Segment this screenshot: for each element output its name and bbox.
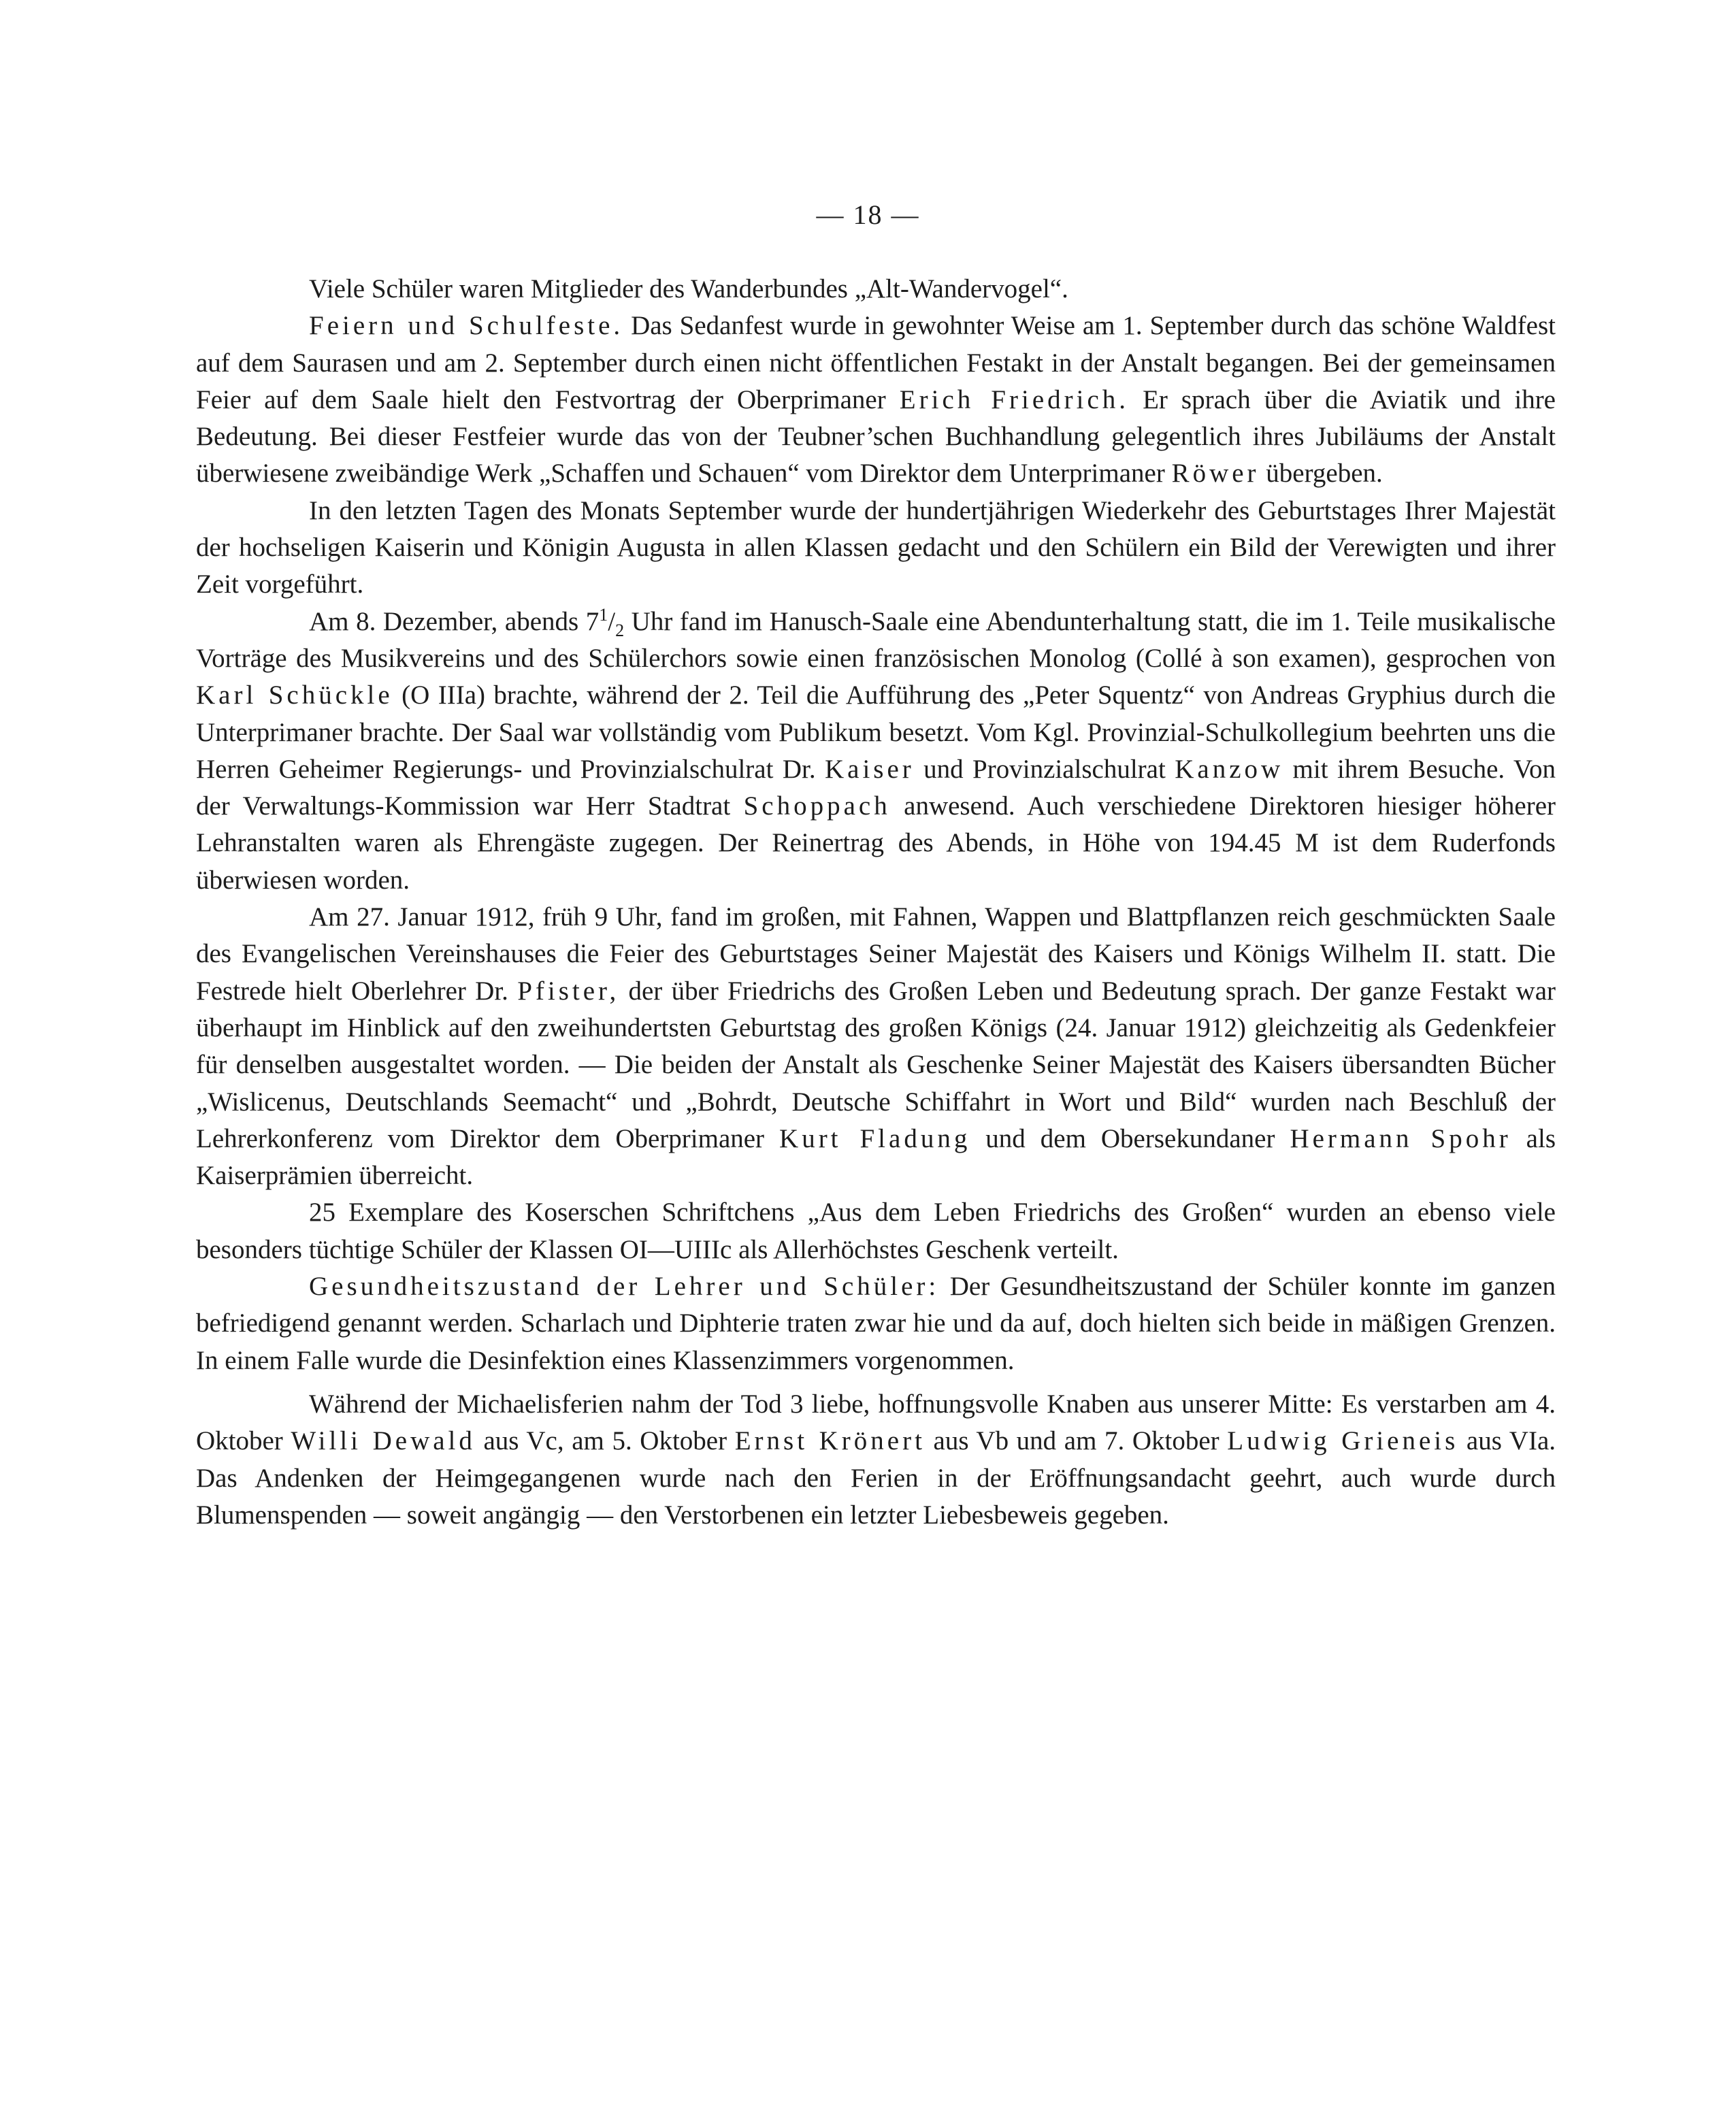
section-heading-feiern: Feiern und Schulfeste.	[309, 311, 624, 341]
document-body	[196, 271, 1556, 1534]
section-heading-gesundheit: Gesundheitszustand der Lehrer und Schüler:	[309, 1272, 940, 1302]
person-name: Kurt Fladung	[779, 1123, 971, 1153]
paragraph-text: als Kaiserprämien überreicht.	[196, 1123, 1556, 1191]
person-name: Ludwig Grieneis	[1227, 1426, 1459, 1456]
paragraph-text: Uhr fand im Hanusch-Saale eine Abendunterhaltung statt, die im 1. Teile musikalische Vorträge des Musikvereins und des Schülerchors sowie einen französischen Monolog (Collé à son examen), gesprochen von	[196, 606, 1556, 673]
paragraph-text: Während der Michaelisferien nahm der Tod 3 liebe, hoffnungsvolle Knaben aus unserer Mitte: Es verstarben am 4. Oktober	[196, 1389, 1556, 1456]
paragraph-wandervogel	[196, 271, 1556, 308]
paragraph-text: Er sprach über die Aviatik und ihre Bedeutung. Bei dieser Festfeier wurde das von der Teubner’schen Buchhandlung gelegentlich ihres Jubiläums der Anstalt überwiesene zweibändige Werk „Schaffen und Schauen“ vom Direktor dem Unterprimaner	[196, 384, 1556, 489]
paragraph-text: (O IIIa) brachte, während der 2. Teil die Aufführung des „Peter Squentz“ von Andreas Gryphius durch die Unterprimaner brachte. Der Saal war vollständig vom Publikum besetzt. Vom Kgl. Provinzial-Schulkollegium beehrten uns die Herren Geheimer Regierungs- und Provinzialschulrat Dr.	[196, 680, 1556, 784]
paragraph-text: aus Vb und am 7. Oktober	[925, 1426, 1228, 1456]
paragraph-text: Am 27. Januar 1912, früh 9 Uhr, fand im großen, mit Fahnen, Wappen und Blattpflanzen reich geschmückten Saale des Evangelischen Vereinshauses die Feier des Geburtstages Seiner Majestät des Kaisers und Königs Wilhelm II. statt. Die Festrede hielt Oberlehrer Dr.	[196, 902, 1556, 1006]
paragraph-gesundheit	[196, 1268, 1556, 1379]
person-name: Kaiser	[824, 754, 915, 784]
page-number: — 18 —	[816, 199, 920, 230]
person-name: Ernst Krönert	[734, 1426, 926, 1456]
paragraph-text: Das Sedanfest wurde in gewohnter Weise am 1. September durch das schöne Waldfest auf dem Saurasen und am 2. September durch einen nicht öffentlichen Festakt in der Anstalt begangen. Bei der gemeinsamen Feier auf dem Saale hielt den Festvortrag der Oberprimaner	[196, 311, 1556, 414]
paragraph-text: 25 Exemplare des Koserschen Schriftchens „Aus dem Leben Friedrichs des Großen“ wurden an ebenso viele besonders tüchtige Schüler der Klassen OI—UIIIc als Allerhöchstes Geschenk verteilt.	[196, 1198, 1556, 1264]
paragraph-text: aus Vc, am 5. Oktober	[475, 1426, 735, 1456]
paragraph-text: der über Friedrichs des Großen Leben und Bedeutung sprach. Der ganze Festakt war überhaupt im Hinblick auf den zweihundertsten Geburtstag des großen Königs (24. Januar 1912) gleichzeitig als Gedenkfeier für denselben ausgestaltet worden. — Die beiden der Anstalt als Geschenke Seiner Majestät des Kaisers übersandten Bücher „Wislicenus, Deutschlands Seemacht“ und „Bohrdt, Deutsche Schiffahrt in Wort und Bild“ wurden nach Beschluß der Lehrerkonferenz vom Direktor dem Oberprimaner	[196, 976, 1556, 1153]
person-name: Hermann Spohr	[1290, 1123, 1511, 1153]
paragraph-feiern	[196, 308, 1556, 492]
paragraph-text: anwesend. Auch verschiedene Direktoren hiesiger höherer Lehranstalten waren als Ehrengäste zugegen. Der Reinertrag des Abends, in Höhe von 194.45 M ist dem Ruderfonds überwiesen worden.	[196, 791, 1556, 895]
person-name: Röwer	[1171, 459, 1260, 489]
paragraph-koser	[196, 1194, 1556, 1268]
paragraph-text: übergeben.	[1259, 459, 1383, 489]
paragraph-text: aus VIa. Das Andenken der Heimgegangenen wurde nach den Ferien in der Eröffnungsandacht geehrt, auch wurde durch Blumenspenden — soweit angängig — den Verstorbenen ein letzter Liebesbeweis gegeben.	[196, 1426, 1556, 1530]
paragraph-abendunterhaltung: Am 8. Dezember, abends $7^1/_2$ Uhr fand im Hanusch-Saale eine Abendunterhaltung statt, die im 1. Teile musikalische Vorträge des Musikvereins und des Schülerchors sowie einen französischen Monolog (Collé à son examen), gesprochen von Karl Schückle (O IIIa) brachte, während der 2. Teil die Aufführung des „Peter Squentz“ von Andreas Gryphius durch die Unterprimaner brachte. Der Saal war vollständig vom Publikum besetzt. Vom Kgl. Provinzial-Schulkollegium beehrten uns die Herren Geheimer Regierungs- und Provinzialschulrat Dr. Kaiser und Provinzialschulrat Kanzow mit ihrem Besuche. Von der Verwaltungs-Kommission war Herr Stadtrat Schoppach anwesend. Auch verschiedene Direktoren hiesiger höherer Lehranstalten waren als Ehrengäste zugegen. Der Reinertrag des Abends, in Höhe von 194.45 M ist dem Ruderfonds überwiesen worden.	[196, 604, 1556, 895]
person-name: Karl Schückle	[196, 680, 393, 710]
paragraph-text: mit ihrem Besuche. Von der Verwaltungs-Kommission war Herr Stadtrat	[196, 754, 1556, 821]
paragraph-text: und dem Obersekundaner	[970, 1123, 1290, 1153]
paragraph-text: und Provinzialschulrat	[914, 754, 1175, 784]
fraction-numerator: 1	[599, 604, 608, 625]
person-name: Willi Dewald	[291, 1426, 476, 1456]
paragraph-michaelisferien	[196, 1386, 1556, 1534]
paragraph-text: In den letzten Tagen des Monats September wurde der hundertjährigen Wiederkehr des Geburtstages Ihrer Majestät der hochseligen Kaiserin und Königin Augusta in allen Klassen gedacht und den Schülern ein Bild der Verewigten und ihrer Zeit vorgeführt.	[196, 495, 1556, 599]
paragraph-text: Am 8. Dezember, abends 7	[309, 606, 600, 636]
paragraph-kaisergeburtstag	[196, 899, 1556, 1194]
person-name: Schoppach	[743, 791, 891, 821]
fraction-denominator: 2	[615, 620, 625, 640]
person-name: Pfister,	[517, 976, 620, 1006]
paragraph-text: Der Gesundheitszustand der Schüler konnte im ganzen befriedigend genannt werden. Scharlach und Diphterie traten zwar hie und da auf, doch hielten sich beide in mäßigen Grenzen. In einem Falle wurde die Desinfektion eines Klassenzimmers vorgenommen.	[196, 1272, 1556, 1375]
paragraph-augusta	[196, 493, 1556, 604]
paragraph-text: Viele Schüler waren Mitglieder des Wanderbundes „Alt-Wandervogel“.	[309, 274, 1068, 303]
person-name: Erich Friedrich.	[899, 384, 1130, 414]
person-name: Kanzow	[1175, 754, 1284, 784]
